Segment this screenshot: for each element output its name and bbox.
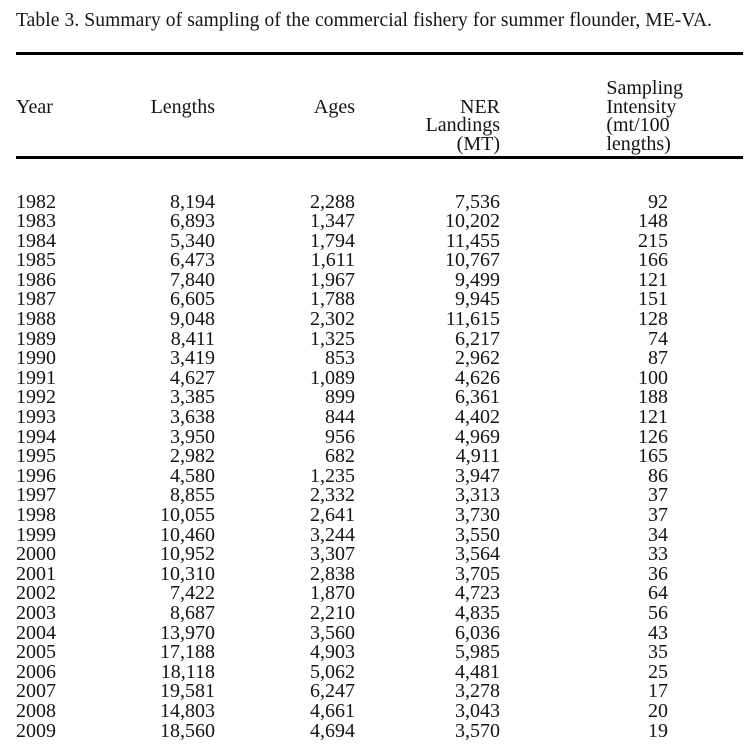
cell-lengths: 10,952: [160, 543, 215, 566]
cell-lengths: 18,118: [160, 660, 215, 683]
cell-lengths: 3,950: [170, 425, 215, 448]
cell-sampling-intensity: 74: [648, 327, 668, 350]
cell-ner-landings-mt: 11,455: [445, 229, 500, 252]
table-header: [16, 55, 743, 157]
summary-table: [16, 55, 743, 741]
cell-ner-landings-mt: 3,313: [455, 484, 500, 507]
table-row: [16, 584, 743, 604]
table-row: [16, 290, 743, 310]
cell-year: 2007: [16, 680, 56, 703]
cell-year: 1987: [16, 288, 56, 311]
cell-ages: 3,244: [310, 523, 355, 546]
cell-sampling-intensity: 37: [648, 484, 668, 507]
cell-year: 1984: [16, 229, 56, 252]
table-row: [16, 388, 743, 408]
cell-ages: 2,210: [310, 601, 355, 624]
cell-ages: 1,235: [310, 464, 355, 487]
cell-ner-landings-mt: 4,723: [455, 582, 500, 605]
cell-sampling-intensity: 128: [638, 308, 668, 331]
cell-sampling-intensity: 126: [638, 425, 668, 448]
cell-year: 1992: [16, 386, 56, 409]
cell-ner-landings-mt: 7,536: [455, 190, 500, 213]
table-caption: Table 3. Summary of sampling of the commercial fishery for summer flounder, ME-VA.: [16, 10, 713, 31]
cell-lengths: 8,855: [170, 484, 215, 507]
cell-lengths: 8,687: [170, 601, 215, 624]
cell-lengths: 6,893: [170, 210, 215, 233]
cell-ages: 2,302: [310, 308, 355, 331]
cell-ages: 1,325: [310, 327, 355, 350]
cell-lengths: 7,840: [170, 268, 215, 291]
header-line: Intensity: [606, 95, 677, 118]
spacer-cell: [16, 157, 743, 193]
cell-ner-landings-mt: 10,202: [445, 210, 500, 233]
cell-ner-landings-mt: 4,911: [455, 445, 500, 468]
cell-ner-landings-mt: 3,564: [455, 543, 500, 566]
cell-lengths: 2,982: [170, 445, 215, 468]
cell-ner-landings-mt: 4,402: [455, 406, 500, 429]
cell-ages: 2,288: [310, 190, 355, 213]
cell-ner-landings-mt: 4,969: [455, 425, 500, 448]
cell-year: 2001: [16, 562, 56, 585]
cell-ner-landings-mt: 3,570: [455, 719, 500, 742]
cell-year: 2000: [16, 543, 56, 566]
cell-year: 1986: [16, 268, 56, 291]
cell-lengths: 5,340: [170, 229, 215, 252]
cell-sampling-intensity: 17: [648, 680, 668, 703]
cell-ages: 1,967: [310, 268, 355, 291]
cell-lengths: 8,194: [170, 190, 215, 213]
cell-year: 1999: [16, 523, 56, 546]
cell-ages: 4,694: [310, 719, 355, 742]
cell-lengths: 10,310: [160, 562, 215, 585]
table-row: [16, 702, 743, 722]
column-header-lengths: [136, 55, 215, 157]
cell-sampling-intensity: 87: [648, 347, 668, 370]
table-row: [16, 506, 743, 526]
cell-ner-landings-mt: 9,945: [455, 288, 500, 311]
cell-lengths: 4,580: [170, 464, 215, 487]
cell-ages: 1,611: [310, 249, 355, 272]
cell-lengths: 18,560: [160, 719, 215, 742]
column-header-block: [426, 55, 500, 153]
cell-sampling-intensity: 25: [648, 660, 668, 683]
cell-year: 1995: [16, 445, 56, 468]
header-line: Sampling: [606, 77, 683, 99]
cell-ner-landings-mt: 3,730: [455, 504, 500, 526]
cell-year: 1997: [16, 484, 56, 507]
cell-sampling-intensity: 37: [648, 504, 668, 526]
table-row: [16, 330, 743, 350]
cell-sampling-intensity: 20: [648, 699, 668, 722]
cell-ages: 2,641: [310, 504, 355, 526]
cell-year: 1983: [16, 210, 56, 233]
table-row: [16, 526, 743, 546]
cell-year: 2009: [16, 719, 56, 742]
column-header-block: [16, 55, 53, 116]
cell-ner-landings-mt: 3,043: [455, 699, 500, 722]
cell-sampling-intensity: 33: [648, 543, 668, 566]
cell-ages: 1,089: [310, 366, 355, 389]
cell-sampling-intensity: 35: [648, 641, 668, 664]
cell-ner-landings-mt: 3,278: [455, 680, 500, 703]
cell-year: 1993: [16, 406, 56, 429]
cell-year: 1994: [16, 425, 56, 448]
cell-ner-landings-mt: 3,947: [455, 464, 500, 487]
cell-year: 2006: [16, 660, 56, 683]
cell-ages: 1,870: [310, 582, 355, 605]
cell-sampling-intensity: 92: [648, 190, 668, 213]
cell-ages: 1,794: [310, 229, 355, 252]
table-row: [16, 310, 743, 330]
cell-year: 2004: [16, 621, 56, 644]
cell-lengths: 7,422: [170, 582, 215, 605]
cell-lengths: 6,605: [170, 288, 215, 311]
cell-ner-landings-mt: 6,361: [455, 386, 500, 409]
cell-ages: 682: [325, 445, 355, 468]
cell-year: 1990: [16, 347, 56, 370]
header-line: Year: [16, 95, 53, 118]
cell-year: 1982: [16, 190, 56, 213]
cell-lengths: 8,411: [170, 327, 215, 350]
cell-ner-landings-mt: 5,985: [455, 641, 500, 664]
cell-ner-landings-mt: 2,962: [455, 347, 500, 370]
cell-ages: 853: [325, 347, 355, 370]
cell-lengths: 13,970: [160, 621, 215, 644]
header-line: Ages: [313, 95, 355, 118]
cell-lengths: 19,581: [160, 680, 215, 703]
table-row: [16, 565, 743, 585]
cell-sampling-intensity: 43: [648, 621, 668, 644]
cell-ages: 956: [325, 425, 355, 448]
header-line: NER: [460, 95, 500, 118]
cell-lengths: 9,048: [170, 308, 215, 331]
table-row: [16, 369, 743, 389]
cell-year: 1985: [16, 249, 56, 272]
cell-ner-landings-mt: 9,499: [455, 268, 500, 291]
column-header-ner-landings-mt: [355, 55, 500, 157]
cell-ages: 2,838: [310, 562, 355, 585]
cell-lengths: 3,419: [170, 347, 215, 370]
cell-sampling-intensity: 215: [638, 229, 668, 252]
cell-lengths: 3,638: [170, 406, 215, 429]
table-row: [16, 232, 743, 252]
cell-year: 1989: [16, 327, 56, 350]
cell-ner-landings-mt: 4,481: [455, 660, 500, 683]
header-line: lengths): [606, 132, 671, 155]
cell-lengths: 6,473: [170, 249, 215, 272]
column-header-block: [606, 55, 683, 153]
table-row: [16, 349, 743, 369]
cell-sampling-intensity: 86: [648, 464, 668, 487]
column-header-ages: [215, 55, 355, 157]
table-row: [16, 486, 743, 506]
cell-sampling-intensity: 56: [648, 601, 668, 624]
header-line: (mt/100: [606, 114, 670, 136]
cell-sampling-intensity: 36: [648, 562, 668, 585]
table-row: [16, 545, 743, 565]
cell-ages: 3,560: [310, 621, 355, 644]
cell-sampling-intensity: 19: [648, 719, 668, 742]
table-row: [16, 447, 743, 467]
cell-lengths: 10,460: [160, 523, 215, 546]
table-row: [16, 643, 743, 663]
cell-ages: 1,788: [310, 288, 355, 311]
table-row: [16, 722, 743, 742]
cell-sampling-intensity: 148: [638, 210, 668, 233]
table-row: [16, 467, 743, 487]
cell-ages: 899: [325, 386, 355, 409]
cell-ages: 5,062: [310, 660, 355, 683]
column-header-block: [151, 55, 215, 116]
header-gap-spacer: [16, 157, 743, 193]
cell-lengths: 14,803: [160, 699, 215, 722]
cell-year: 1988: [16, 308, 56, 331]
cell-lengths: 10,055: [160, 504, 215, 526]
cell-lengths: 4,627: [170, 366, 215, 389]
header-line: Lengths: [150, 95, 215, 118]
cell-ner-landings-mt: 10,767: [445, 249, 500, 272]
cell-ages: 1,347: [310, 210, 355, 233]
cell-ner-landings-mt: 6,036: [455, 621, 500, 644]
cell-sampling-intensity: 100: [638, 366, 668, 389]
column-header-year: [16, 55, 136, 157]
cell-ages: 4,661: [310, 699, 355, 722]
cell-sampling-intensity: 188: [638, 386, 668, 409]
table-row: [16, 604, 743, 624]
cell-year: 2002: [16, 582, 56, 605]
table-row: [16, 624, 743, 644]
cell-ner-landings-mt: 4,835: [455, 601, 500, 624]
cell-sampling-intensity: 121: [638, 406, 668, 429]
table-body: [16, 157, 743, 741]
table-row: [16, 682, 743, 702]
cell-lengths: 3,385: [170, 386, 215, 409]
table-row: [16, 251, 743, 271]
cell-sampling-intensity: 166: [638, 249, 668, 272]
cell-ner-landings-mt: 4,626: [455, 366, 500, 389]
cell-sampling-intensity: 151: [638, 288, 668, 311]
cell-year: 1991: [16, 366, 56, 389]
cell-ages: 6,247: [310, 680, 355, 703]
table-row: [16, 271, 743, 291]
cell-year: 1996: [16, 464, 56, 487]
header-line: Landings: [425, 114, 500, 136]
cell-ages: 4,903: [310, 641, 355, 664]
cell-year: 2005: [16, 641, 56, 664]
cell-sampling-intensity: 165: [638, 445, 668, 468]
cell-year: 2003: [16, 601, 56, 624]
cell-sampling-intensity: 64: [648, 582, 668, 605]
cell-lengths: 17,188: [160, 641, 215, 664]
cell-ages: 2,332: [310, 484, 355, 507]
table-row: [16, 428, 743, 448]
cell-ner-landings-mt: 6,217: [455, 327, 500, 350]
cell-sampling-intensity: 34: [648, 523, 668, 546]
header-row: [16, 55, 743, 157]
header-line: (MT): [456, 132, 500, 155]
cell-ner-landings-mt: 3,550: [455, 523, 500, 546]
cell-ner-landings-mt: 11,615: [445, 308, 500, 331]
cell-year: 2008: [16, 699, 56, 722]
cell-sampling-intensity: 121: [638, 268, 668, 291]
cell-year: 1998: [16, 504, 56, 526]
table-row: [16, 193, 743, 213]
table-row: [16, 408, 743, 428]
column-header-sampling-intensity: [500, 55, 743, 157]
table-row: [16, 212, 743, 232]
cell-ner-landings-mt: 3,705: [455, 562, 500, 585]
column-header-block: [314, 55, 355, 116]
cell-ages: 3,307: [310, 543, 355, 566]
table-row: [16, 663, 743, 683]
cell-ages: 844: [325, 406, 355, 429]
